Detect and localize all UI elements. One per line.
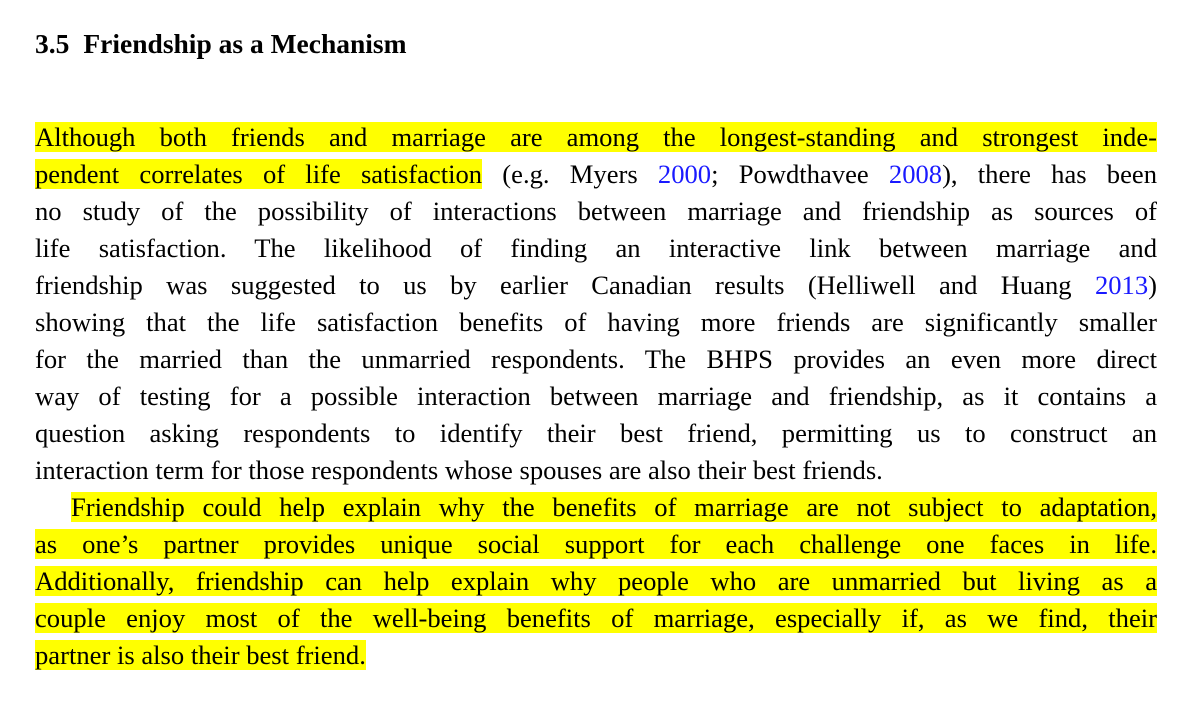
highlighted-text: couple enjoy most of the well-being benefits of marriage, especially if, as we find, their	[35, 603, 1157, 633]
highlighted-text: Additionally, friendship can help explain why people who are unmarried but living as a	[35, 566, 1157, 596]
paper-page	[35, 22, 1157, 674]
highlighted-text: as one’s partner provides unique social support for each challenge one faces in life.	[35, 529, 1157, 559]
paragraph-2-line-3	[35, 563, 1157, 600]
paragraph-2-line-1	[35, 489, 1157, 526]
paragraph-1-line-10: interaction term for those respondents whose spouses are also their best friends.	[35, 455, 883, 485]
paragraph-2-line-5	[35, 637, 1157, 674]
paragraph-1	[35, 119, 1157, 489]
highlighted-text: partner is also their best friend.	[35, 640, 366, 670]
citation-link-powdthavee-2008[interactable]: 2008	[888, 159, 943, 189]
highlighted-text: Friendship could help explain why the benefits of marriage are not subject to adaptation,	[71, 492, 1157, 522]
highlighted-text: pendent correlates of life satisfaction	[35, 159, 483, 189]
paragraph-1-line-7: for the married than the unmarried respondents. The BHPS provides an even more direct	[35, 344, 1157, 374]
paragraph-1-line-8: way of testing for a possible interaction between marriage and friendship, as it contains a	[35, 381, 1157, 411]
citation-link-helliwell-huang-2013[interactable]: 2013	[1094, 270, 1149, 300]
paragraph-1-line-4: life satisfaction. The likelihood of finding an interactive link between marriage and	[35, 233, 1157, 263]
paragraph-1-line-9: question asking respondents to identify their best friend, permitting us to construct an	[35, 418, 1157, 448]
text-segment: ; Powdthavee	[711, 159, 889, 189]
text-segment: )	[1148, 270, 1157, 300]
paragraph-1-line-3: no study of the possibility of interactions between marriage and friendship as sources of	[35, 196, 1157, 226]
paragraph-2-line-4	[35, 600, 1157, 637]
section-title: Friendship as a Mechanism	[83, 28, 407, 59]
text-segment: ), there has been	[942, 159, 1158, 189]
paragraph-1-line-5	[35, 267, 1157, 304]
text-segment: friendship was suggested to us by earlier Canadian results (Helliwell and Huang	[35, 270, 1095, 300]
paragraph-2	[35, 489, 1157, 674]
citation-link-myers-2000[interactable]: 2000	[657, 159, 712, 189]
paragraph-2-line-2	[35, 526, 1157, 563]
section-number: 3.5	[35, 28, 70, 59]
paragraph-1-line-6: showing that the life satisfaction benefits of having more friends are significantly smaller	[35, 307, 1157, 337]
text-segment: (e.g. Myers	[482, 159, 658, 189]
section-heading	[35, 22, 1157, 66]
highlighted-text: Although both friends and marriage are among the longest-standing and strongest inde-	[35, 122, 1157, 152]
paragraph-1-line-1	[35, 119, 1157, 156]
paragraph-1-line-2	[35, 156, 1157, 193]
